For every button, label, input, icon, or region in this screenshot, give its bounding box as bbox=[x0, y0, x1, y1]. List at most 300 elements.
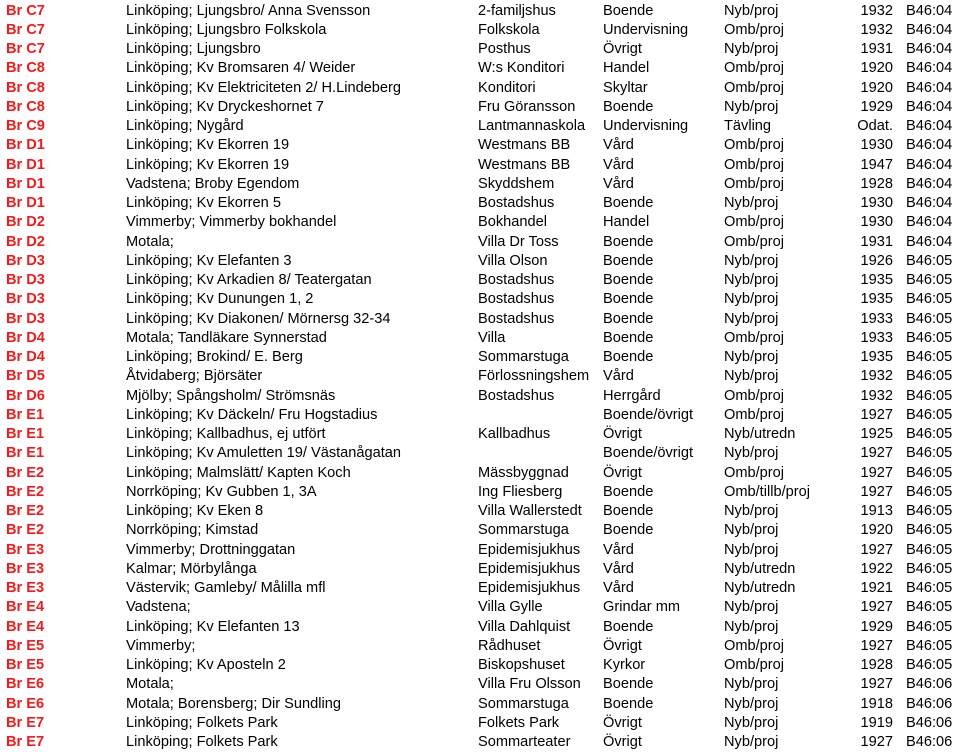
category: Boende bbox=[603, 98, 654, 115]
archive-code: Br D1 bbox=[6, 137, 45, 154]
archive-code: Br E7 bbox=[6, 734, 45, 750]
table-row bbox=[0, 521, 959, 540]
place-name: Åtvidaberg; Björsäter bbox=[126, 368, 263, 385]
category: Boende bbox=[603, 195, 654, 211]
building-name: Bostadshus bbox=[478, 310, 555, 327]
archive-code: Br E6 bbox=[6, 676, 45, 693]
place-name: Linköping; Kv Elefanten 3 bbox=[126, 252, 292, 269]
box-reference: B46:05 bbox=[906, 272, 953, 288]
place-name: Mjölby; Spångsholm/ Strömsnäs bbox=[126, 387, 336, 404]
table-row bbox=[0, 502, 959, 521]
project-type: Nyb/proj bbox=[724, 368, 779, 385]
archive-code: Br E2 bbox=[6, 503, 45, 519]
year: 1921 bbox=[860, 580, 893, 596]
category: Boende bbox=[603, 349, 654, 365]
building-name: Villa Fru Olsson bbox=[478, 676, 581, 693]
place-name: Vadstena; bbox=[126, 599, 191, 616]
category: Vård bbox=[603, 137, 634, 154]
year: 1920 bbox=[860, 522, 893, 539]
box-reference: B46:05 bbox=[906, 560, 953, 577]
project-type: Omb/tillb/proj bbox=[724, 483, 810, 500]
project-type: Omb/proj bbox=[724, 387, 785, 404]
table-row bbox=[0, 541, 959, 560]
box-reference: B46:04 bbox=[906, 137, 953, 154]
category: Boende/övrigt bbox=[603, 406, 694, 423]
building-name: Villa Dr Toss bbox=[478, 233, 559, 250]
year: 1933 bbox=[860, 329, 893, 346]
building-name: Bostadshus bbox=[478, 195, 555, 211]
place-name: Linköping; Kv Däckeln/ Fru Hogstadius bbox=[126, 406, 378, 423]
category: Boende bbox=[603, 2, 654, 19]
table-row bbox=[0, 656, 959, 675]
category: Undervisning bbox=[603, 21, 689, 38]
archive-code: Br C7 bbox=[6, 2, 45, 19]
archive-code: Br D4 bbox=[6, 349, 45, 365]
category: Övrigt bbox=[603, 714, 642, 731]
building-name: Fru Göransson bbox=[478, 98, 576, 115]
archive-code: Br D3 bbox=[6, 291, 45, 308]
category: Boende bbox=[603, 272, 654, 288]
archive-code: Br E5 bbox=[6, 637, 45, 654]
archive-code: Br C9 bbox=[6, 118, 45, 134]
box-reference: B46:05 bbox=[906, 329, 953, 346]
category: Kyrkor bbox=[603, 657, 646, 673]
project-type: Nyb/proj bbox=[724, 41, 779, 57]
table-row bbox=[0, 367, 959, 386]
building-name: Mässbyggnad bbox=[478, 464, 569, 481]
place-name: Linköping; Kv Amuletten 19/ Västanågatan bbox=[126, 445, 402, 462]
box-reference: B46:05 bbox=[906, 310, 953, 327]
building-name: Kallbadhus bbox=[478, 426, 551, 442]
place-name: Linköping; Kv Aposteln 2 bbox=[126, 657, 286, 673]
place-name: Linköping; Ljungsbro bbox=[126, 41, 261, 57]
project-type: Omb/proj bbox=[724, 79, 785, 96]
year: Odat. bbox=[857, 118, 893, 134]
category: Boende bbox=[603, 522, 654, 539]
table-row bbox=[0, 2, 959, 21]
project-type: Nyb/proj bbox=[724, 291, 779, 308]
building-name: Villa bbox=[478, 329, 506, 346]
place-name: Norrköping; Kv Gubben 1, 3A bbox=[126, 483, 317, 500]
archive-code: Br C7 bbox=[6, 21, 45, 38]
category: Handel bbox=[603, 214, 650, 231]
year: 1926 bbox=[860, 252, 893, 269]
table-row bbox=[0, 598, 959, 617]
table-row bbox=[0, 271, 959, 290]
project-type: Omb/proj bbox=[724, 233, 785, 250]
category: Herrgård bbox=[603, 387, 661, 404]
box-reference: B46:05 bbox=[906, 503, 953, 519]
place-name: Linköping; Kv Arkadien 8/ Teatergatan bbox=[126, 272, 372, 288]
building-name: W:s Konditori bbox=[478, 60, 565, 77]
archive-code: Br D5 bbox=[6, 368, 45, 385]
table-row bbox=[0, 406, 959, 425]
table-row bbox=[0, 59, 959, 78]
archive-code: Br C7 bbox=[6, 41, 45, 57]
project-type: Nyb/proj bbox=[724, 676, 779, 693]
year: 1927 bbox=[860, 637, 893, 654]
box-reference: B46:06 bbox=[906, 676, 953, 693]
box-reference: B46:05 bbox=[906, 580, 953, 596]
place-name: Västervik; Gamleby/ Målilla mfl bbox=[126, 580, 326, 596]
place-name: Linköping; Malmslätt/ Kapten Koch bbox=[126, 464, 351, 481]
building-name: Westmans BB bbox=[478, 137, 571, 154]
box-reference: B46:05 bbox=[906, 368, 953, 385]
box-reference: B46:05 bbox=[906, 445, 953, 462]
project-type: Nyb/utredn bbox=[724, 580, 796, 596]
place-name: Linköping; Kv Dunungen 1, 2 bbox=[126, 291, 314, 308]
year: 1930 bbox=[860, 195, 893, 211]
box-reference: B46:04 bbox=[906, 2, 953, 19]
category: Handel bbox=[603, 60, 650, 77]
archive-code: Br E4 bbox=[6, 618, 45, 635]
table-row bbox=[0, 714, 959, 733]
table-row bbox=[0, 579, 959, 598]
year: 1930 bbox=[860, 137, 893, 154]
project-type: Nyb/proj bbox=[724, 349, 779, 365]
building-name: Villa Dahlquist bbox=[478, 618, 571, 635]
archive-code: Br D2 bbox=[6, 214, 45, 231]
project-type: Omb/proj bbox=[724, 60, 785, 77]
project-type: Omb/proj bbox=[724, 21, 785, 38]
project-type: Nyb/proj bbox=[724, 695, 779, 712]
project-type: Nyb/proj bbox=[724, 618, 779, 635]
table-row bbox=[0, 21, 959, 40]
place-name: Linköping; Kv Ekorren 19 bbox=[126, 156, 290, 173]
category: Vård bbox=[603, 368, 634, 385]
table-row bbox=[0, 252, 959, 271]
project-type: Omb/proj bbox=[724, 156, 785, 173]
project-type: Nyb/proj bbox=[724, 310, 779, 327]
box-reference: B46:04 bbox=[906, 79, 953, 96]
year: 1919 bbox=[860, 714, 893, 731]
year: 1922 bbox=[860, 560, 893, 577]
place-name: Norrköping; Kimstad bbox=[126, 522, 259, 539]
building-name: Villa Olson bbox=[478, 252, 548, 269]
archive-code: Br E4 bbox=[6, 599, 45, 616]
year: 1918 bbox=[860, 695, 893, 712]
box-reference: B46:04 bbox=[906, 118, 953, 134]
building-name: Biskopshuset bbox=[478, 657, 565, 673]
building-name: Westmans BB bbox=[478, 156, 571, 173]
project-type: Nyb/proj bbox=[724, 541, 779, 558]
category: Boende bbox=[603, 252, 654, 269]
archive-code: Br E3 bbox=[6, 580, 45, 596]
category: Boende bbox=[603, 310, 654, 327]
project-type: Omb/proj bbox=[724, 137, 785, 154]
box-reference: B46:05 bbox=[906, 618, 953, 635]
archive-code: Br E2 bbox=[6, 483, 45, 500]
archive-code: Br C8 bbox=[6, 60, 45, 77]
archive-code: Br C8 bbox=[6, 79, 45, 96]
building-name: Sommarteater bbox=[478, 734, 571, 750]
project-type: Nyb/proj bbox=[724, 503, 779, 519]
box-reference: B46:04 bbox=[906, 41, 953, 57]
category: Boende bbox=[603, 329, 654, 346]
table-row bbox=[0, 310, 959, 329]
category: Boende bbox=[603, 233, 654, 250]
building-name: Epidemisjukhus bbox=[478, 560, 581, 577]
place-name: Motala; bbox=[126, 233, 174, 250]
building-name: Bostadshus bbox=[478, 272, 555, 288]
box-reference: B46:04 bbox=[906, 60, 953, 77]
category: Övrigt bbox=[603, 464, 642, 481]
table-row bbox=[0, 483, 959, 502]
place-name: Linköping; Nygård bbox=[126, 118, 244, 134]
year: 1927 bbox=[860, 676, 893, 693]
box-reference: B46:04 bbox=[906, 195, 953, 211]
category: Boende bbox=[603, 483, 654, 500]
year: 1927 bbox=[860, 599, 893, 616]
project-type: Omb/proj bbox=[724, 657, 785, 673]
archive-code: Br E1 bbox=[6, 445, 45, 462]
building-name: Villa Wallerstedt bbox=[478, 503, 582, 519]
table-row bbox=[0, 695, 959, 714]
box-reference: B46:05 bbox=[906, 483, 953, 500]
year: 1931 bbox=[860, 233, 893, 250]
project-type: Omb/proj bbox=[724, 175, 785, 192]
year: 1930 bbox=[860, 214, 893, 231]
table-row bbox=[0, 560, 959, 579]
category: Boende bbox=[603, 618, 654, 635]
table-row bbox=[0, 387, 959, 406]
box-reference: B46:06 bbox=[906, 695, 953, 712]
place-name: Vimmerby; bbox=[126, 637, 196, 654]
place-name: Linköping; Kv Ekorren 19 bbox=[126, 137, 290, 154]
box-reference: B46:05 bbox=[906, 406, 953, 423]
archive-code: Br E1 bbox=[6, 406, 45, 423]
project-type: Nyb/proj bbox=[724, 272, 779, 288]
box-reference: B46:05 bbox=[906, 541, 953, 558]
box-reference: B46:05 bbox=[906, 464, 953, 481]
place-name: Motala; Borensberg; Dir Sundling bbox=[126, 695, 341, 712]
project-type: Nyb/utredn bbox=[724, 426, 796, 442]
table-row bbox=[0, 79, 959, 98]
table-row bbox=[0, 290, 959, 309]
category: Vård bbox=[603, 175, 634, 192]
category: Övrigt bbox=[603, 734, 642, 750]
building-name: Sommarstuga bbox=[478, 349, 569, 365]
category: Boende bbox=[603, 695, 654, 712]
category: Vård bbox=[603, 156, 634, 173]
category: Boende bbox=[603, 676, 654, 693]
box-reference: B46:05 bbox=[906, 657, 953, 673]
category: Grindar mm bbox=[603, 599, 681, 616]
place-name: Vimmerby; Vimmerby bokhandel bbox=[126, 214, 337, 231]
archive-code: Br E3 bbox=[6, 541, 45, 558]
archive-code: Br E1 bbox=[6, 426, 45, 442]
year: 1927 bbox=[860, 483, 893, 500]
category: Skyltar bbox=[603, 79, 648, 96]
building-name: Epidemisjukhus bbox=[478, 580, 581, 596]
project-type: Nyb/proj bbox=[724, 522, 779, 539]
year: 1927 bbox=[860, 464, 893, 481]
project-type: Nyb/proj bbox=[724, 195, 779, 211]
archive-code: Br E7 bbox=[6, 714, 45, 731]
table-row bbox=[0, 213, 959, 232]
year: 1931 bbox=[860, 41, 893, 57]
year: 1913 bbox=[860, 503, 893, 519]
archive-code: Br D1 bbox=[6, 175, 45, 192]
place-name: Motala; Tandläkare Synnerstad bbox=[126, 329, 327, 346]
project-type: Nyb/proj bbox=[724, 714, 779, 731]
table-row bbox=[0, 329, 959, 348]
table-row bbox=[0, 618, 959, 637]
table-row bbox=[0, 675, 959, 694]
place-name: Linköping; Kv Elefanten 13 bbox=[126, 618, 300, 635]
place-name: Linköping; Folkets Park bbox=[126, 714, 278, 731]
year: 1920 bbox=[860, 60, 893, 77]
table-row bbox=[0, 40, 959, 59]
building-name: Sommarstuga bbox=[478, 522, 569, 539]
archive-code: Br D6 bbox=[6, 387, 45, 404]
archive-code: Br D3 bbox=[6, 310, 45, 327]
year: 1932 bbox=[860, 21, 893, 38]
building-name: Bokhandel bbox=[478, 214, 547, 231]
project-type: Omb/proj bbox=[724, 637, 785, 654]
year: 1928 bbox=[860, 657, 893, 673]
year: 1929 bbox=[860, 98, 893, 115]
place-name: Linköping; Kv Ekorren 5 bbox=[126, 195, 281, 211]
table-row bbox=[0, 117, 959, 136]
building-name: Sommarstuga bbox=[478, 695, 569, 712]
building-name: Lantmannaskola bbox=[478, 118, 586, 134]
archive-code: Br E6 bbox=[6, 695, 45, 712]
box-reference: B46:04 bbox=[906, 233, 953, 250]
project-type: Nyb/proj bbox=[724, 252, 779, 269]
box-reference: B46:06 bbox=[906, 734, 953, 750]
category: Boende bbox=[603, 291, 654, 308]
table-row bbox=[0, 156, 959, 175]
archive-code: Br D1 bbox=[6, 156, 45, 173]
table-row bbox=[0, 98, 959, 117]
place-name: Vadstena; Broby Egendom bbox=[126, 175, 300, 192]
box-reference: B46:04 bbox=[906, 214, 953, 231]
year: 1935 bbox=[860, 291, 893, 308]
project-type: Omb/proj bbox=[724, 329, 785, 346]
year: 1947 bbox=[860, 156, 893, 173]
table-row bbox=[0, 637, 959, 656]
table-row bbox=[0, 464, 959, 483]
project-type: Nyb/proj bbox=[724, 2, 779, 19]
project-type: Nyb/proj bbox=[724, 734, 779, 750]
table-row bbox=[0, 733, 959, 752]
place-name: Linköping; Kallbadhus, ej utfört bbox=[126, 426, 326, 442]
year: 1927 bbox=[860, 406, 893, 423]
category: Övrigt bbox=[603, 41, 642, 57]
year: 1925 bbox=[860, 426, 893, 442]
box-reference: B46:04 bbox=[906, 175, 953, 192]
building-name: Folkets Park bbox=[478, 714, 560, 731]
archive-code: Br E2 bbox=[6, 522, 45, 539]
category: Boende bbox=[603, 503, 654, 519]
year: 1927 bbox=[860, 541, 893, 558]
archive-code: Br E3 bbox=[6, 560, 45, 577]
year: 1927 bbox=[860, 734, 893, 750]
place-name: Linköping; Folkets Park bbox=[126, 734, 278, 750]
place-name: Linköping; Ljungsbro/ Anna Svensson bbox=[126, 2, 371, 19]
project-type: Nyb/proj bbox=[724, 98, 779, 115]
archive-code: Br C8 bbox=[6, 98, 45, 115]
archive-code: Br E5 bbox=[6, 657, 45, 673]
archive-code: Br D2 bbox=[6, 233, 45, 250]
building-name: 2-familjshus bbox=[478, 2, 556, 19]
box-reference: B46:05 bbox=[906, 426, 953, 442]
archive-code: Br E2 bbox=[6, 464, 45, 481]
building-name: Folkskola bbox=[478, 21, 540, 38]
building-name: Ing Fliesberg bbox=[478, 483, 563, 500]
box-reference: B46:05 bbox=[906, 291, 953, 308]
box-reference: B46:04 bbox=[906, 156, 953, 173]
building-name: Bostadshus bbox=[478, 387, 555, 404]
box-reference: B46:04 bbox=[906, 98, 953, 115]
year: 1929 bbox=[860, 618, 893, 635]
year: 1932 bbox=[860, 387, 893, 404]
box-reference: B46:05 bbox=[906, 252, 953, 269]
project-type: Omb/proj bbox=[724, 464, 785, 481]
category: Undervisning bbox=[603, 118, 689, 134]
box-reference: B46:06 bbox=[906, 714, 953, 731]
box-reference: B46:05 bbox=[906, 522, 953, 539]
place-name: Linköping; Kv Eken 8 bbox=[126, 503, 264, 519]
category: Vård bbox=[603, 580, 634, 596]
project-type: Nyb/utredn bbox=[724, 560, 796, 577]
box-reference: B46:05 bbox=[906, 387, 953, 404]
year: 1935 bbox=[860, 349, 893, 365]
place-name: Linköping; Kv Bromsaren 4/ Weider bbox=[126, 60, 356, 77]
category: Vård bbox=[603, 541, 634, 558]
project-type: Nyb/proj bbox=[724, 445, 779, 462]
box-reference: B46:05 bbox=[906, 637, 953, 654]
table-row bbox=[0, 348, 959, 367]
category: Övrigt bbox=[603, 637, 642, 654]
year: 1920 bbox=[860, 79, 893, 96]
archive-code: Br D1 bbox=[6, 195, 45, 211]
building-name: Konditori bbox=[478, 79, 536, 96]
building-name: Epidemisjukhus bbox=[478, 541, 581, 558]
table-row bbox=[0, 425, 959, 444]
box-reference: B46:04 bbox=[906, 21, 953, 38]
table-row bbox=[0, 194, 959, 213]
place-name: Linköping; Brokind/ E. Berg bbox=[126, 349, 303, 365]
project-type: Omb/proj bbox=[724, 406, 785, 423]
table-row bbox=[0, 175, 959, 194]
category: Boende/övrigt bbox=[603, 445, 694, 462]
box-reference: B46:05 bbox=[906, 349, 953, 365]
year: 1932 bbox=[860, 2, 893, 19]
project-type: Nyb/proj bbox=[724, 599, 779, 616]
place-name: Linköping; Kv Dryckeshornet 7 bbox=[126, 98, 324, 115]
place-name: Vimmerby; Drottninggatan bbox=[126, 541, 296, 558]
building-name: Rådhuset bbox=[478, 637, 541, 654]
year: 1933 bbox=[860, 310, 893, 327]
year: 1928 bbox=[860, 175, 893, 192]
year: 1927 bbox=[860, 445, 893, 462]
building-name: Posthus bbox=[478, 41, 531, 57]
table-row bbox=[0, 444, 959, 463]
project-type: Omb/proj bbox=[724, 214, 785, 231]
place-name: Linköping; Ljungsbro Folkskola bbox=[126, 21, 327, 38]
place-name: Linköping; Kv Elektriciteten 2/ H.Lindeberg bbox=[126, 79, 402, 96]
table-row bbox=[0, 233, 959, 252]
project-type: Tävling bbox=[724, 118, 772, 134]
category: Vård bbox=[603, 560, 634, 577]
building-name: Bostadshus bbox=[478, 291, 555, 308]
place-name: Kalmar; Mörbylånga bbox=[126, 560, 257, 577]
place-name: Linköping; Kv Diakonen/ Mörnersg 32-34 bbox=[126, 310, 391, 327]
archive-code: Br D3 bbox=[6, 252, 45, 269]
building-name: Förlossningshem bbox=[478, 368, 590, 385]
